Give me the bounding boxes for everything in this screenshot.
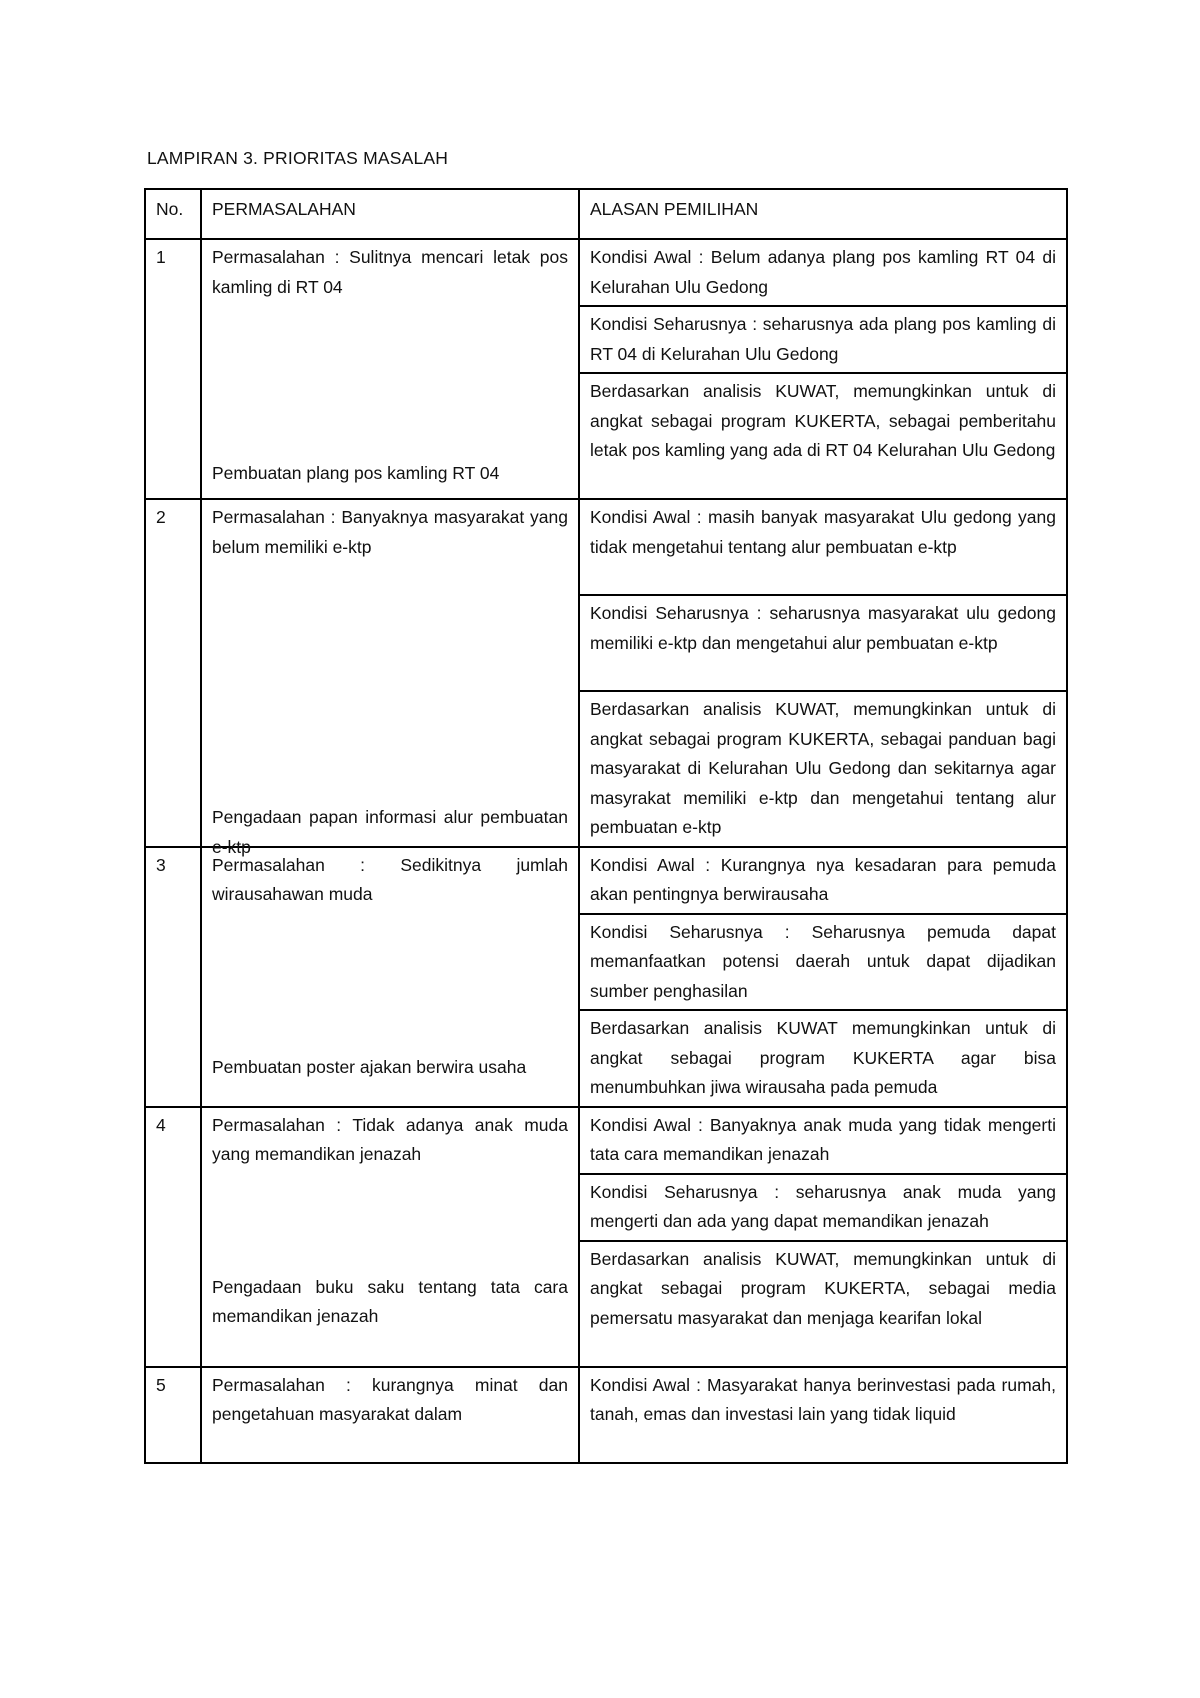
table-row [145,239,1067,306]
row-number: 5 [145,1367,201,1463]
reason-cell: Kondisi Awal : Masyarakat hanya berinvestasi pada rumah, tanah, emas dan investasi lain yang tidak liquid [579,1367,1067,1463]
table-header-row [145,189,1067,239]
reason-cell: Berdasarkan analisis KUWAT, memungkinkan untuk di angkat sebagai program KUKERTA, sebagai pemberitahu letak pos kamling yang ada di RT 04 Kelurahan Ulu Gedong [579,373,1067,499]
row-number: 4 [145,1107,201,1367]
problem-text: Permasalahan : Sedikitnya jumlah wirausahawan muda [212,854,568,904]
header-no: No. [145,189,201,239]
problem-text: Permasalahan : Banyaknya masyarakat yang belum memiliki e-ktp [212,507,568,557]
reason-cell: Kondisi Seharusnya : Seharusnya pemuda dapat memanfaatkan potensi daerah untuk dapat dijadikan sumber penghasilan [579,914,1067,1011]
reason-cell: Berdasarkan analisis KUWAT, memungkinkan untuk di angkat sebagai program KUKERTA, sebagai media pemersatu masyarakat dan menjaga kearifan lokal [579,1241,1067,1367]
row-number: 2 [145,499,201,847]
table-row [145,499,1067,595]
reason-cell: Berdasarkan analisis KUWAT memungkinkan untuk di angkat sebagai program KUKERTA agar bisa menumbuhkan jiwa wirausaha pada pemuda [579,1010,1067,1107]
problem-text: Permasalahan : Tidak adanya anak muda yang memandikan jenazah [212,1114,568,1164]
program-text: Pengadaan buku saku tentang tata cara memandikan jenazah [212,1276,568,1326]
table-row [145,1367,1067,1463]
row-number: 1 [145,239,201,499]
header-problem: PERMASALAHAN [201,189,579,239]
problem-cell [201,1107,579,1367]
program-text: Pengadaan papan informasi alur pembuatan e-ktp [212,807,568,857]
row-number: 3 [145,847,201,1107]
reason-cell: Kondisi Awal : Banyaknya anak muda yang tidak mengerti tata cara memandikan jenazah [579,1107,1067,1174]
program-text: Pembuatan poster ajakan berwira usaha [212,1056,527,1077]
document-title: LAMPIRAN 3. PRIORITAS MASALAH [147,148,449,168]
reason-cell: Kondisi Awal : masih banyak masyarakat Ulu gedong yang tidak mengetahui tentang alur pembuatan e-ktp [579,499,1067,595]
reason-cell: Kondisi Awal : Belum adanya plang pos kamling RT 04 di Kelurahan Ulu Gedong [579,239,1067,306]
problem-cell [201,239,579,499]
program-text: Pembuatan plang pos kamling RT 04 [212,463,500,483]
problem-cell [201,847,579,1107]
reason-cell: Berdasarkan analisis KUWAT, memungkinkan untuk di angkat sebagai program KUKERTA, sebagai panduan bagi masyarakat di Kelurahan Ulu Gedong dan sekitarnya agar masyrakat memiliki e-ktp dan mengetahui tentang alur pembuatan e-ktp [579,691,1067,847]
header-reason: ALASAN PEMILIHAN [579,189,1067,239]
priority-table [144,188,1068,1464]
problem-text: Permasalahan : Sulitnya mencari letak pos kamling di RT 04 [212,247,568,297]
problem-cell [201,499,579,857]
table-row [145,1107,1067,1174]
reason-cell: Kondisi Awal : Kurangnya nya kesadaran para pemuda akan pentingnya berwirausaha [579,847,1067,914]
reason-cell: Kondisi Seharusnya : seharusnya ada plang pos kamling di RT 04 di Kelurahan Ulu Gedong [579,306,1067,373]
problem-cell: Permasalahan : kurangnya minat dan pengetahuan masyarakat dalam [201,1367,579,1463]
table-row [145,847,1067,914]
reason-cell: Kondisi Seharusnya : seharusnya masyarakat ulu gedong memiliki e-ktp dan mengetahui alur pembuatan e-ktp [579,595,1067,691]
reason-cell: Kondisi Seharusnya : seharusnya anak muda yang mengerti dan ada yang dapat memandikan jenazah [579,1174,1067,1241]
